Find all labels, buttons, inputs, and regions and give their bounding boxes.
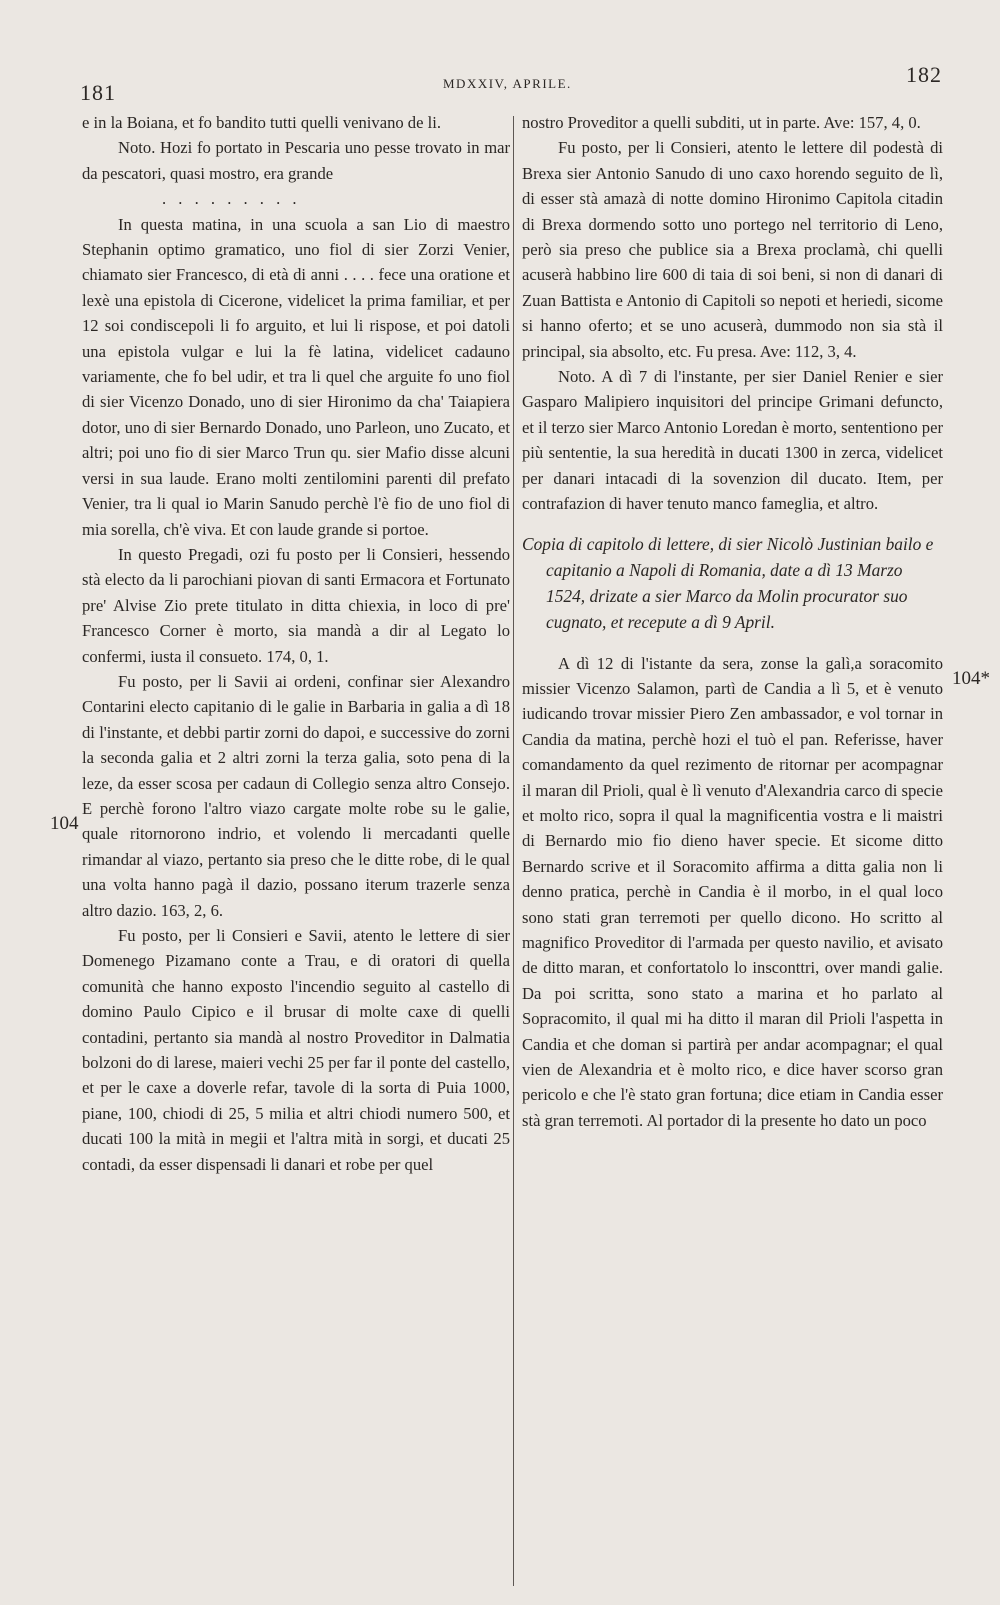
page-header xyxy=(0,0,1000,110)
ellipsis-line: . . . . . . . . . xyxy=(162,189,301,209)
paragraph: In questo Pregadi, ozi fu posto per li Consieri, hessendo stà electo da li parochiani piovan di santi Ermacora et Fortunato pre' Alvise Zio prete titulato in ditta chiexia, in loco di pre' Francesco Corner è morto, sia mandà a dir al Legato lo confermi, iusta il consueto. 174, 0, 1. xyxy=(82,544,510,666)
paragraph: e in la Boiana, et fo bandito tutti quelli venivano de li. xyxy=(82,113,441,132)
right-column xyxy=(522,110,943,1133)
paragraph: nostro Proveditor a quelli subditi, ut in parte. Ave: 157, 4, 0. xyxy=(522,113,921,132)
paragraph: In questa matina, in una scuola a san Lio di maestro Stephanin optimo gramatico, uno fiol di sier Zorzi Venier, chiamato sier Francesco, di età di anni . . . . fece una oratione et lexè una epistola di Cicerone, videlicet la prima familiar, et per 12 soi condiscepoli li fo arguito, et lui li rispose, et poi datoli una epistola vulgar e lui la fè latina, videlicet cadauno variamente, che fo bel udir, et tra li quel che arguite fo uno fiol di sier Vicenzo Donado, uno di sier Hironimo da cha' Taiapiera dotor, uno di sier Bernardo Donado, uno Parleon, uno Zucato, et altri; poi uno fio di sier Marco Trun qu. sier Mafio disse alcuni versi in sua laude. Erano molti zentilomini parenti dil prefato Venier, tra li qual io Marin Sanudo perchè l'è fio de uno fiol di mia sorella, ch'è viva. Et con laude grande si portoe. xyxy=(82,214,510,539)
column-divider xyxy=(513,116,514,1586)
paragraph: Fu posto, per li Savii ai ordeni, confinar sier Alexandro Contarini electo capitanio di le galie in Barbaria in galia a dì 18 di l'instante, et debbi partir zorni do dapoi, e successive do zorni la seconda galia et 2 altri zorni la terza galia, soto pena di la leze, da esser scosa per cadaun di Collegio senza altro Consejo. E perchè forono l'altro viazo cargate molte robe su le galie, quale ritornorono indrio, et volendo li mercadanti quelle rimandar al viazo, pertanto sia preso che le ditte robe, di le qual una volta hanno pagà il dazio, possano iterum trazerle senza altro dazio. 163, 2, 6. xyxy=(82,671,510,920)
paragraph: Fu posto, per li Consieri, atento le lettere dil podestà di Brexa sier Antonio Sanudo di uno caxo horendo seguito de lì, di esser stà amazà di notte domino Hironimo Capitola citadin di Brexa dormendo sotto uno portego nel territorio di Leno, però sia preso che publice sia a Brexa proclamà, chi quelli acuserà habbino lire 600 di taia di soi beni, si non di danari di Zuan Battista e Antonio di Capitoli so nepoti et heriedi, sicome si hanno oferto; et se uno acuserà, dummodo non sia stà il principal, sia absolto, etc. Fu presa. Ave: 112, 3, 4. xyxy=(522,138,943,361)
paragraph: Fu posto, per li Consieri e Savii, atento le lettere di sier Domenego Pizamano conte a Trau, e di oratori di quella comunità che hanno exposto l'incendio seguito al castello di domino Paulo Cipico e il brusar di molte caxe di quelli contadini, pertanto sia mandà al nostro Proveditor in Dalmatia bolzoni do di larese, maieri vechi 25 per far il ponte del castello, et per le caxe a doverle refar, tavole di la sorta di Puia 1000, piane, 100, chiodi di 25, 5 milia et altri chiodi numero 500, et ducati 100 la mità in megii et l'altra mità in sorgi, et ducati 25 contadi, da esser dispensadi li danari et robe per quel xyxy=(82,926,510,1174)
right-page-number: 182 xyxy=(906,62,942,87)
section-heading: Copia di capitolo di lettere, di sier Nicolò Justinian bailo e capitanio a Napoli di Romania, date a dì 13 Marzo 1524, drizate a sier Marco da Molin procurator suo cugnato, et recepute a dì 9 April. xyxy=(522,533,934,632)
left-page-number: 181 xyxy=(80,80,116,105)
right-margin-number: 104* xyxy=(952,668,990,689)
paragraph: Noto. A dì 7 di l'instante, per sier Daniel Renier e sier Gasparo Malipiero inquisitori del principe Grimani defuncto, et il terzo sier Marco Antonio Loredan è morto, sententiono per più sententie, la sua heredità in ducati 1300 in zerca, videlicet per danari intacadi di la sovenzion dil ducato. Item, per contrafazion di haver tenuto manco fameglia, et altro. xyxy=(522,367,943,514)
paragraph: A dì 12 di l'istante da sera, zonse la galì,a soracomito missier Vicenzo Salamon, partì de Candia a lì 5, et è venuto iudicando trovar missier Piero Zen ambassador, e vol tornar in Candia da matina, perchè hozi el tuò el pan. Referisse, haver comandamento da quel rezimento de ritornar per acompagnar il maran dil Prioli, qual è lì venuto d'Alexandria carco di specie et molto rico, sopra il qual la magnificentia vostra e li maistri di Bernardo mio fio dieno haver specie. Et sicome ditto Bernardo scrive et il Soracomito affirma a ditta galia non li denno pratica, perchè in Candia è il morbo, in el qual loco sono stati gran terremoti per quello dicono. Ho scritto al magnifico Proveditor di l'armada per questo navilio, et avisato de ditto maran, et confortatolo lo insconttri, over mandi galie. Da poi scritta, sono stato a marina et ho parlato al Sopracomito, il qual mi ha ditto il maran dil Prioli l'aspetta in Candia et che doman si partirà per andar acompagnar; el qual vien de Alexandria et è molto rico, e dice haver scorso gran pericolo e che l'è stato gran fortuna; dice etiam in Candia esser stà gran terremoti. Al portador di la presente ho dato un poco xyxy=(522,653,943,1130)
running-title: MDXXIV, APRILE. xyxy=(443,76,572,91)
paragraph: Noto. Hozi fo portato in Pescaria uno pesse trovato in mar da pescatori, quasi mostro, era grande xyxy=(82,138,510,183)
left-column xyxy=(82,110,510,1177)
left-margin-number: 104 xyxy=(50,813,79,834)
